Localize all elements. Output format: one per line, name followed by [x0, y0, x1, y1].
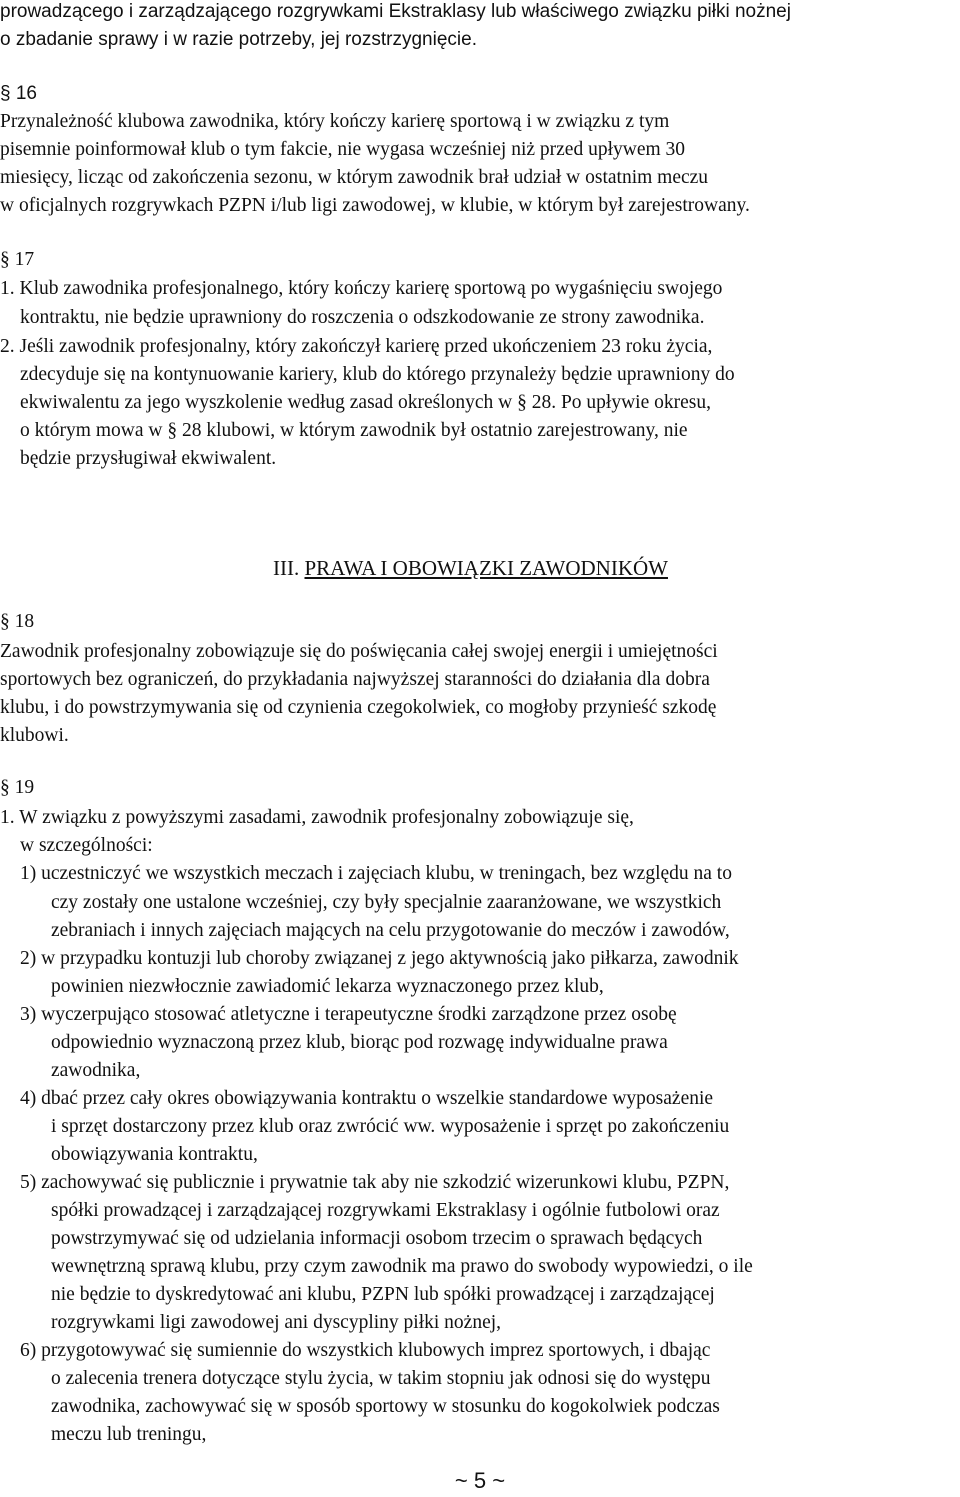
paragraph-heading-16: § 16	[0, 83, 37, 104]
s16-line-1: Przynależność klubowa zawodnika, który kończy karierę sportową i w związku z tym	[0, 111, 670, 132]
s19-line-19: rozgrywkami ligi zawodowej ani dyscypliny piłki nożnej,	[51, 1312, 502, 1333]
section-title	[273, 553, 668, 583]
s19-line-8: 3) wyczerpująco stosować atletyczne i terapeutyczne środki zarządzone przez osobę	[20, 1004, 677, 1025]
s19-line-5: zebraniach i innych zajęciach mających na celu przygotowanie do meczów i zawodów,	[51, 920, 730, 941]
s17-line-3: 2. Jeśli zawodnik profesjonalny, który zakończył karierę przed ukończeniem 23 roku życia,	[0, 336, 713, 357]
s19-line-3: 1) uczestniczyć we wszystkich meczach i zajęciach klubu, w treningach, bez względu na to	[20, 863, 732, 884]
s18-line-2: sportowych bez ograniczeń, do przykładania najwyższej staranności do działania dla dobra	[0, 669, 710, 690]
s19-line-22: zawodnika, zachowywać się w sposób sportowy w stosunku do kogokolwiek podczas	[51, 1396, 720, 1417]
intro-line-1: prowadzącego i zarządzającego rozgrywkami Ekstraklasy lub właściwego związku piłki nożnej	[0, 1, 791, 22]
s16-line-2: pisemnie poinformował klub o tym fakcie, nie wygasa wcześniej niż przed upływem 30	[0, 139, 686, 160]
s19-line-18: nie będzie to dyskredytować ani klubu, PZPN lub spółki prowadzącej i zarządzającej	[51, 1284, 715, 1305]
s19-line-6: 2) w przypadku kontuzji lub choroby związanej z jego aktywnością jako piłkarza, zawodnik	[20, 948, 739, 969]
s19-line-21: o zalecenia trenera dotyczące stylu życia, w takim stopniu jak odnosi się do występu	[51, 1368, 711, 1389]
section-number: III.	[273, 556, 300, 580]
s18-line-3: klubu, i do powstrzymywania się od czynienia czegokolwiek, co mogłoby przynieść szkodę	[0, 697, 717, 718]
s19-line-17: wewnętrzną sprawą klubu, przy czym zawodnik ma prawo do swobody wypowiedzi, o ile	[51, 1256, 753, 1277]
s18-line-1: Zawodnik profesjonalny zobowiązuje się do poświęcania całej swojej energii i umiejętności	[0, 641, 718, 662]
paragraph-heading-17: § 17	[0, 249, 35, 270]
paragraph-heading-19: § 19	[0, 777, 35, 798]
s19-line-12: i sprzęt dostarczony przez klub oraz zwrócić ww. wyposażenie i sprzęt po zakończeniu	[51, 1116, 730, 1137]
s19-line-11: 4) dbać przez cały okres obowiązywania kontraktu o wszelkie standardowe wyposażenie	[20, 1088, 714, 1109]
s19-line-4: czy zostały one ustalone wcześniej, czy były specjalnie zaaranżowane, we wszystkich	[51, 892, 722, 913]
s18-line-4: klubowi.	[0, 725, 69, 746]
s17-line-1: 1. Klub zawodnika profesjonalnego, który kończy karierę sportową po wygaśnięciu swojego	[0, 278, 723, 299]
s16-line-3: miesięcy, licząc od zakończenia sezonu, w którym zawodnik brał udział w ostatnim meczu	[0, 167, 709, 188]
s19-line-2: w szczególności:	[20, 835, 153, 856]
s16-line-4: w oficjalnych rozgrywkach PZPN i/lub ligi zawodowej, w klubie, w którym był zarejestrowany.	[0, 195, 750, 216]
s19-line-7: powinien niezwłocznie zawiadomić lekarza wyznaczonego przez klub,	[51, 976, 604, 997]
s19-line-10: zawodnika,	[51, 1060, 141, 1081]
intro-line-2: o zbadanie sprawy i w razie potrzeby, jej rozstrzygnięcie.	[0, 29, 477, 50]
s17-line-2: kontraktu, nie będzie uprawniony do roszczenia o odszkodowanie ze strony zawodnika.	[20, 307, 705, 328]
s19-line-16: powstrzymywać się od udzielania informacji osobom trzecim o sprawach będących	[51, 1228, 703, 1249]
paragraph-heading-18: § 18	[0, 611, 35, 632]
s17-line-4: zdecyduje się na kontynuowanie kariery, klub do którego przynależy będzie uprawniony do	[20, 364, 735, 385]
page-number: ~ 5 ~	[454, 1468, 506, 1493]
s19-line-20: 6) przygotowywać się sumiennie do wszystkich klubowych imprez sportowych, i dbając	[20, 1340, 711, 1361]
s17-line-7: będzie przysługiwał ekwiwalent.	[20, 448, 277, 469]
s19-line-1: 1. W związku z powyższymi zasadami, zawodnik profesjonalny zobowiązuje się,	[0, 807, 634, 828]
s19-line-15: spółki prowadzącej i zarządzającej rozgrywkami Ekstraklasy i ogólnie futbolowi oraz	[51, 1200, 720, 1221]
s19-line-23: meczu lub treningu,	[51, 1424, 207, 1445]
section-title-text: PRAWA I OBOWIĄZKI ZAWODNIKÓW	[304, 556, 668, 580]
s19-line-14: 5) zachowywać się publicznie i prywatnie tak aby nie szkodzić wizerunkowi klubu, PZPN,	[20, 1172, 730, 1193]
s17-line-6: o którym mowa w § 28 klubowi, w którym zawodnik był ostatnio zarejestrowany, nie	[20, 420, 688, 441]
s19-line-13: obowiązywania kontraktu,	[51, 1144, 258, 1165]
s17-line-5: ekwiwalentu za jego wyszkolenie według zasad określonych w § 28. Po upływie okresu,	[20, 392, 711, 413]
s19-line-9: odpowiednio wyznaczoną przez klub, biorąc pod rozwagę indywidualne prawa	[51, 1032, 668, 1053]
